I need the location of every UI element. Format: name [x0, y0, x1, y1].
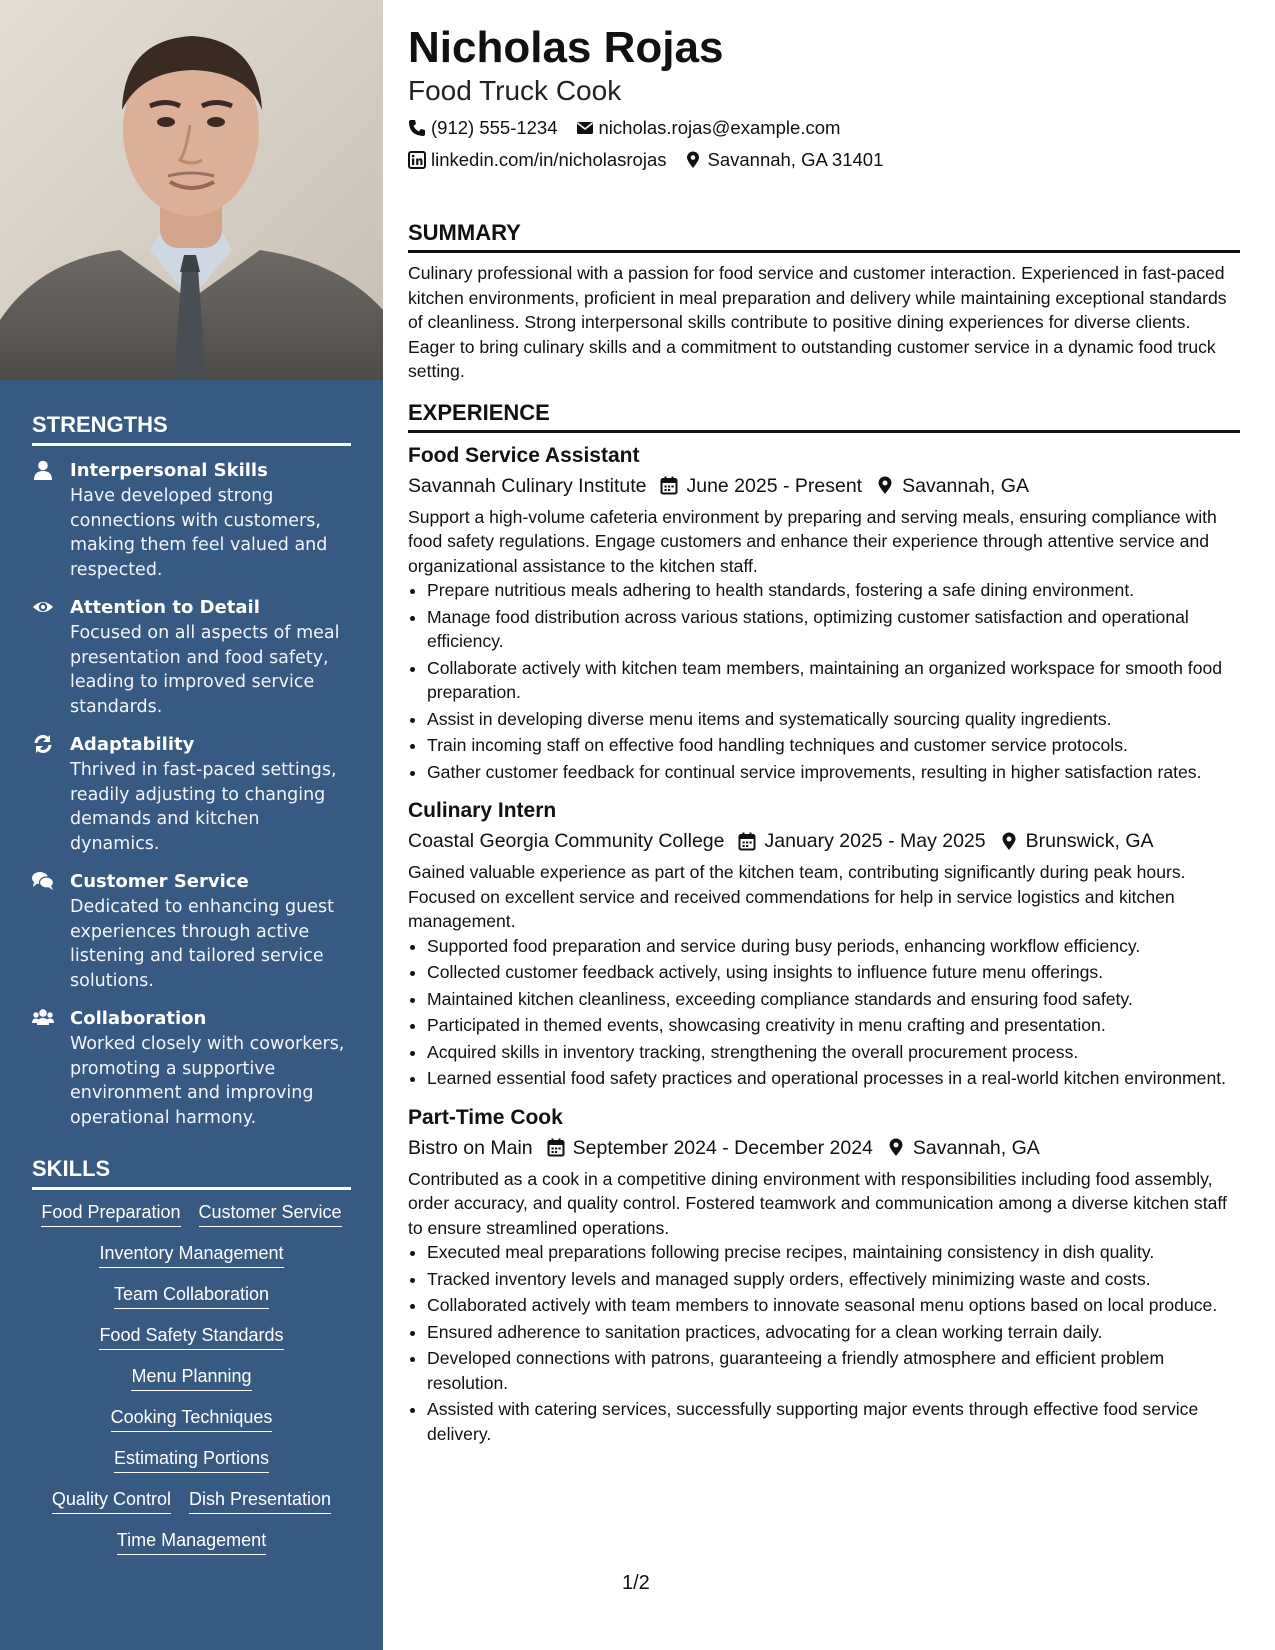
contact-row	[408, 144, 1240, 176]
sync-icon	[32, 734, 54, 754]
strength-item	[32, 595, 351, 719]
skill-row	[32, 1407, 351, 1432]
job-company: Savannah Culinary Institute	[408, 474, 647, 497]
skill-tag: Inventory Management	[99, 1243, 283, 1268]
job-bullets	[408, 1240, 1240, 1446]
job-dates	[738, 826, 985, 856]
experience-heading: EXPERIENCE	[408, 400, 1240, 433]
contact-row	[408, 112, 1240, 144]
strengths-heading: STRENGTHS	[32, 412, 351, 446]
job-bullet: • Acquired skills in inventory tracking, strengthening the overall procurement process.	[427, 1040, 1240, 1065]
calendar-icon	[547, 1138, 565, 1157]
job-bullet: • Participated in themed events, showcasing creativity in menu crafting and presentation.	[427, 1013, 1240, 1038]
skill-row	[32, 1366, 351, 1391]
strength-description: Worked closely with coworkers, promoting a supportive environment and improving operational harmony.	[70, 1034, 345, 1128]
job-bullets	[408, 934, 1240, 1091]
job-dates-text: January 2025 - May 2025	[764, 830, 986, 852]
profile-photo-illustration	[0, 0, 383, 380]
skill-tag: Cooking Techniques	[111, 1407, 273, 1432]
job-bullet: • Train incoming staff on effective food handling techniques and customer service protocols.	[427, 733, 1240, 758]
phone-icon	[408, 119, 426, 137]
job-bullet: • Ensured adherence to sanitation practices, advocating for a clean working terrain daily.	[427, 1320, 1240, 1345]
job-dates-text: September 2024 - December 2024	[572, 1136, 873, 1159]
job-bullet: • Collaborated actively with team members to innovate seasonal menu options based on local produce.	[427, 1293, 1240, 1318]
job-meta	[408, 826, 1240, 856]
job-location	[1000, 826, 1154, 856]
job-entry	[408, 441, 1240, 785]
job-bullet: • Collaborate actively with kitchen team members, maintaining an organized workspace for smooth food preparation.	[427, 656, 1240, 705]
linkedin-text: linkedin.com/in/nicholasrojas	[431, 149, 667, 170]
contact-linkedin[interactable]	[408, 144, 666, 176]
job-dates	[660, 471, 862, 501]
calendar-icon	[660, 476, 678, 495]
calendar-icon	[738, 832, 756, 851]
candidate-title: Food Truck Cook	[408, 75, 622, 106]
comments-icon	[32, 871, 54, 891]
job-bullet: • Gather customer feedback for continual service improvements, resulting in higher satisfaction rates.	[427, 760, 1240, 785]
job-entry	[408, 796, 1240, 1091]
job-meta	[408, 1133, 1240, 1163]
email-text: nicholas.rojas@example.com	[598, 117, 841, 138]
job-entry	[408, 1103, 1240, 1447]
skill-row	[32, 1325, 351, 1350]
skill-tag: Customer Service	[199, 1202, 342, 1227]
job-title: Culinary Intern	[408, 799, 557, 822]
main-content	[408, 22, 1240, 1458]
summary-text: Culinary professional with a passion for food service and customer interaction. Experienced in fast-paced kitchen environments, proficient in meal preparation and delivery while maintaining exceptional standards of cleanliness. Strong interpersonal skills contribute to positive dining experiences for diverse clients. Eager to bring culinary skills and a commitment to outstanding customer service in a dynamic food truck setting.	[408, 263, 1227, 381]
skill-row	[32, 1202, 351, 1227]
job-bullet: • Tracked inventory levels and managed supply orders, effectively minimizing waste and costs.	[427, 1267, 1240, 1292]
job-meta	[408, 471, 1240, 501]
map-marker-icon	[684, 151, 702, 169]
candidate-name: Nicholas Rojas	[408, 23, 724, 72]
skill-row	[32, 1489, 351, 1514]
contact-email[interactable]	[576, 112, 841, 144]
job-location	[887, 1133, 1040, 1163]
job-location-text: Savannah, GA	[912, 1136, 1040, 1159]
skill-tag: Team Collaboration	[114, 1284, 269, 1309]
job-company: Coastal Georgia Community College	[408, 830, 725, 852]
job-description: Contributed as a cook in a competitive dining environment with responsibilities including food assembly, order accuracy, and quality control. Fostered teamwork and communication among a diverse kitchen staff to ensure streamlined operations.	[408, 1168, 1227, 1238]
map-marker-icon	[876, 476, 894, 495]
job-bullet: • Maintained kitchen cleanliness, exceeding compliance standards and ensuring food safety.	[427, 987, 1240, 1012]
page-number: 1/2	[622, 1572, 650, 1594]
skills-list	[32, 1202, 351, 1555]
skill-tag: Food Preparation	[41, 1202, 180, 1227]
user-icon	[32, 460, 54, 480]
strength-title: Attention to Detail	[70, 597, 260, 618]
skill-tag: Quality Control	[52, 1489, 171, 1514]
map-marker-icon	[1000, 832, 1018, 851]
envelope-icon	[576, 119, 594, 137]
job-bullets	[408, 578, 1240, 784]
skill-tag: Food Safety Standards	[99, 1325, 283, 1350]
eye-icon	[32, 597, 54, 617]
location-text: Savannah, GA 31401	[707, 149, 884, 170]
phone-text: (912) 555-1234	[431, 117, 558, 138]
job-company: Bistro on Main	[408, 1136, 533, 1159]
job-title: Part-Time Cook	[408, 1105, 563, 1129]
skill-tag: Time Management	[117, 1530, 266, 1555]
strength-description: Dedicated to enhancing guest experiences through active listening and tailored service solutions.	[70, 897, 334, 991]
strength-item	[32, 1006, 351, 1130]
strength-item	[32, 458, 351, 582]
strength-title: Collaboration	[70, 1008, 207, 1029]
sidebar	[0, 0, 383, 1650]
job-bullet: • Manage food distribution across various stations, optimizing customer satisfaction and operational efficiency.	[427, 605, 1240, 654]
strength-description: Thrived in fast-paced settings, readily adjusting to changing demands and kitchen dynamics.	[70, 760, 337, 854]
contact-location	[684, 144, 883, 176]
skill-row	[32, 1243, 351, 1268]
strength-title: Interpersonal Skills	[70, 460, 268, 481]
job-bullet: • Executed meal preparations following precise recipes, maintaining consistency in dish quality.	[427, 1240, 1240, 1265]
strength-description: Focused on all aspects of meal presentation and food safety, leading to improved service standards.	[70, 623, 340, 717]
strength-description: Have developed strong connections with customers, making them feel valued and respected.	[70, 486, 328, 580]
job-bullet: • Supported food preparation and service during busy periods, enhancing workflow efficiency.	[427, 934, 1240, 959]
strength-item	[32, 732, 351, 856]
skill-tag: Menu Planning	[131, 1366, 251, 1391]
job-bullet: • Prepare nutritious meals adhering to health standards, fostering a safe dining environment.	[427, 578, 1240, 603]
job-location-text: Brunswick, GA	[1025, 830, 1154, 852]
job-description: Gained valuable experience as part of the kitchen team, contributing significantly during peak hours. Focused on excellent service and received commendations for help in service logistics and kitchen management.	[408, 862, 1186, 931]
sidebar-content	[32, 412, 351, 1571]
users-icon	[32, 1008, 54, 1028]
skill-row	[32, 1530, 351, 1555]
job-location-text: Savannah, GA	[902, 474, 1029, 497]
strength-item	[32, 869, 351, 993]
strength-title: Adaptability	[70, 734, 195, 755]
summary-heading: SUMMARY	[408, 220, 1240, 253]
job-location	[876, 471, 1029, 501]
strength-title: Customer Service	[70, 871, 249, 892]
linkedin-icon	[408, 151, 426, 169]
skill-row	[32, 1448, 351, 1473]
job-bullet: • Developed connections with patrons, guaranteeing a friendly atmosphere and efficient problem resolution.	[427, 1346, 1240, 1395]
skill-tag: Dish Presentation	[189, 1489, 331, 1514]
job-dates-text: June 2025 - Present	[686, 474, 863, 497]
skill-tag: Estimating Portions	[114, 1448, 269, 1473]
skill-row	[32, 1284, 351, 1309]
job-bullet: • Collected customer feedback actively, using insights to influence future menu offerings.	[427, 960, 1240, 985]
job-bullet: • Learned essential food safety practices and operational processes in a real-world kitchen environment.	[427, 1066, 1240, 1091]
job-bullet: • Assist in developing diverse menu items and systematically sourcing quality ingredients.	[427, 707, 1240, 732]
map-marker-icon	[887, 1138, 905, 1157]
contact-phone[interactable]	[408, 112, 558, 144]
job-dates	[547, 1133, 873, 1163]
job-title: Food Service Assistant	[408, 443, 640, 467]
job-bullet: • Assisted with catering services, successfully supporting major events through effective food service delivery.	[427, 1397, 1240, 1446]
job-description: Support a high-volume cafeteria environment by preparing and serving meals, ensuring compliance with food safety regulations. Engage customers and enhance their experience through attentive service and organizational assistance to the kitchen staff.	[408, 506, 1217, 576]
skills-heading: SKILLS	[32, 1156, 351, 1190]
profile-photo	[0, 0, 383, 380]
